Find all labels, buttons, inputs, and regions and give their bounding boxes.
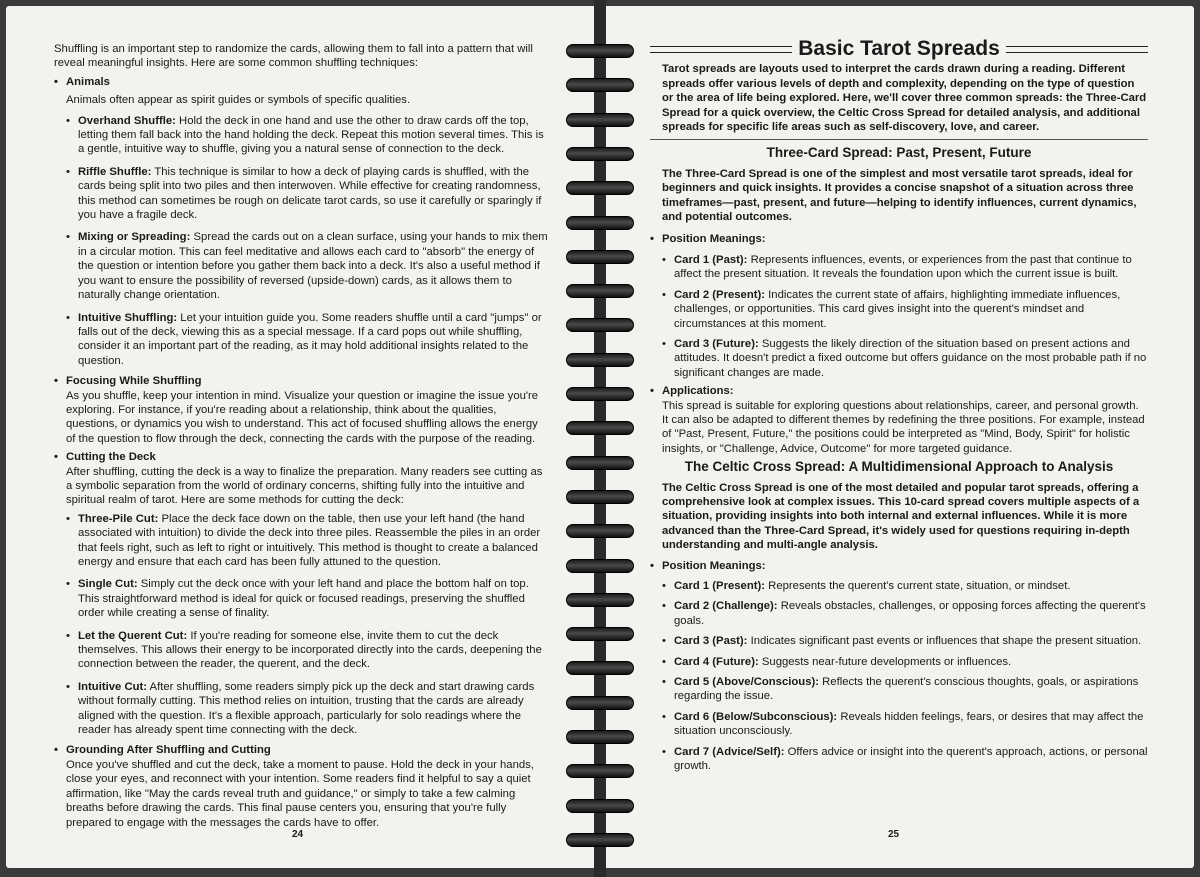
binding-coil — [566, 559, 634, 573]
list-item: • Card 2 (Challenge): Reveals obstacles, challenges, or opposing forces affecting the querent's goals. — [650, 599, 1148, 628]
binding-coil — [566, 78, 634, 92]
right-page-content — [650, 37, 1148, 773]
list-item: • Card 1 (Past): Represents influences, events, or experiences from the past that continue to affect the present situation. It reveals the foundation upon which the current issue is built. — [650, 253, 1148, 282]
binding-coil — [566, 318, 634, 332]
list-item: • Card 3 (Past): Indicates significant past events or influences that shape the present situation. — [650, 634, 1148, 648]
applications-text: This spread is suitable for exploring questions about relationships, career, and personal growth. It can also be adapted to different themes by redefining the three positions. For example, instead of "Past, Present, Future," the positions could be interpreted as "Mind, Body, Spirit" for holistic insights, or "Challenge, Advice, Outcome" for more targeted guidance. — [662, 399, 1145, 455]
list-item: • Mixing or Spreading: Spread the cards out on a clean surface, using your hands to mix them in a circular motion. This can feel meditative and allows each card to "absorb" the energy of the question or intention before you gather them back into a deck. It's also a useful method if you want to ensure the possibility of reversed (upside-down) cards, as it allows them to naturally change orientation. — [54, 230, 548, 302]
list-item: • Riffle Shuffle: This technique is similar to how a deck of playing cards is shuffled, with the cards being split into two piles and then interwoven. While effective for creating randomness, this method can sometimes be rough on delicate tarot cards, so use it carefully or sparingly if you have a fragile deck. — [54, 165, 548, 223]
three-card-intro: The Three-Card Spread is one of the simplest and most versatile tarot spreads, ideal for beginners and quick insights. It provides a concise snapshot of a situation across three timeframes—past, present, and future—helping to identify influences, current dynamics, and potential outcomes. — [662, 167, 1137, 224]
list-item: • Single Cut: Simply cut the deck once with your left hand and place the bottom half on top. This straightforward method is ideal for quick or focused readings, preserving the shuffled order while creating a sense of finality. — [54, 577, 548, 620]
binding-coil — [566, 216, 634, 230]
binding-coil — [566, 181, 634, 195]
binding-coil — [566, 799, 634, 813]
focusing-heading: • Focusing While Shuffling — [54, 374, 548, 388]
binding-coil — [566, 147, 634, 161]
binding-coil — [566, 730, 634, 744]
binding-coil — [566, 421, 634, 435]
binding-coil — [566, 764, 634, 778]
binding-coil — [566, 490, 634, 504]
grounding-text: Once you've shuffled and cut the deck, take a moment to pause. Hold the deck in your hands, close your eyes, and reconnect with your intention. Some readers find it helpful to say a quiet affirmation, like "May the cards reveal truth and guidance," or simply to take a few calming breaths before drawing the cards. This final pause centers you, ensuring that you're fully prepared to engage with the messages the cards have to offer. — [66, 758, 534, 829]
applications-label: • Applications: — [650, 384, 1148, 398]
page-number: 25 — [888, 829, 900, 840]
three-card-positions-label: • Position Meanings: — [650, 232, 1148, 246]
list-item: • Card 5 (Above/Conscious): Reflects the querent's conscious thoughts, goals, or aspirations regarding the issue. — [650, 675, 1148, 704]
page-number: 24 — [292, 829, 304, 840]
spreads-intro: Tarot spreads are layouts used to interpret the cards drawn during a reading. Different spreads offer various levels of depth and complexity, depending on the type of question or the area of life being explored. Here, we'll cover three common spreads: the Three-Card Spread for a quick overview, the Celtic Cross Spread for detailed analysis, and additional spreads for specific life areas such as self-discovery, love, and career. — [662, 63, 1147, 134]
list-item: • Overhand Shuffle: Hold the deck in one hand and use the other to draw cards off the top, letting them fall back into the hand holding the deck. Repeat this motion several times. This is a gentle, intuitive way to shuffle, giving you a natural sense of connection to the deck. — [54, 114, 548, 157]
binding-coil — [566, 284, 634, 298]
grounding-heading: • Grounding After Shuffling and Cutting — [54, 743, 548, 757]
binding-coil — [566, 353, 634, 367]
shuffling-intro: Shuffling is an important step to randomize the cards, allowing them to fall into a pattern that will reveal meaningful insights. Here are some common shuffling techniques: — [54, 43, 533, 70]
celtic-positions-label: • Position Meanings: — [650, 559, 1148, 573]
left-page — [6, 6, 594, 868]
list-item: • Three-Pile Cut: Place the deck face down on the table, then use your left hand (the hand associated with intuition) to divide the deck into three piles. Reassemble the piles in an order that feels right, such as left to right or intuitively. This method is thought to create a balanced energy and ensure that each card has been fully attuned to the question. — [54, 512, 548, 570]
list-item: • Intuitive Cut: After shuffling, some readers simply pick up the deck and start drawing cards without formally cutting. This method relies on intuition, trusting that the cards are already aligned with the question. It's a flexible approach, particularly for solo readings where the reader has already spent time connecting with the deck. — [54, 680, 548, 738]
list-item: • Intuitive Shuffling: Let your intuition guide you. Some readers shuffle until a card "jumps" or falls out of the deck, viewing this as a special message. If a card pops out while shuffling, consider it an important part of the reading, as it may hold additional insights related to the question. — [54, 311, 548, 369]
list-item: • Card 6 (Below/Subconscious): Reveals hidden feelings, fears, or desires that may affect the situation unconsciously. — [650, 710, 1148, 739]
cutting-heading: • Cutting the Deck — [54, 450, 548, 464]
binding-coil — [566, 593, 634, 607]
binding-coil — [566, 456, 634, 470]
animals-heading: • Animals — [54, 75, 548, 89]
binding-coil — [566, 661, 634, 675]
right-page — [606, 6, 1194, 868]
three-card-heading: Three-Card Spread: Past, Present, Future — [766, 145, 1032, 161]
list-item: • Let the Querent Cut: If you're reading for someone else, invite them to cut the deck themselves. This allows their energy to be incorporated directly into the cards, deepening the connection between the reader, the querent, and the deck. — [54, 629, 548, 672]
binding-coil — [566, 44, 634, 58]
list-item: • Card 7 (Advice/Self): Offers advice or insight into the querent's approach, actions, or personal growth. — [650, 745, 1148, 774]
divider — [650, 139, 1148, 140]
left-page-content — [54, 42, 548, 830]
binding-coil — [566, 833, 634, 847]
celtic-intro: The Celtic Cross Spread is one of the most detailed and popular tarot spreads, offering a comprehensive look at complex issues. This 10-card spread covers multiple aspects of a situation, providing insights into both internal and external influences. While it is more advanced than the Three-Card Spread, it's widely used for questions requiring in-depth understanding and multi-angle analysis. — [662, 481, 1140, 552]
celtic-heading: The Celtic Cross Spread: A Multidimensional Approach to Analysis — [684, 459, 1114, 475]
binding-coil — [566, 250, 634, 264]
book-spine — [594, 0, 606, 877]
animals-text: Animals often appear as spirit guides or symbols of specific qualities. — [66, 94, 411, 107]
list-item: • Card 4 (Future): Suggests near-future developments or influences. — [650, 655, 1148, 669]
title-row — [650, 37, 1148, 60]
title-rule-left — [650, 46, 792, 53]
focusing-text: As you shuffle, keep your intention in mind. Visualize your question or imagine the issue you're exploring. For instance, if you're reading about a relationship, think about the qualities, questions, or dynamics you wish to understand. This act of focused shuffling allows the energy of the question to flow through the deck, connecting the cards with the purpose of the reading. — [66, 389, 539, 445]
binding-coil — [566, 524, 634, 538]
page-title: Basic Tarot Spreads — [798, 37, 1000, 60]
list-item: • Card 2 (Present): Indicates the current state of affairs, highlighting immediate influences, challenges, or opportunities. This card gives insight into the querent's mindset and circumstances at this moment. — [650, 288, 1148, 331]
binding-coil — [566, 696, 634, 710]
binding-coil — [566, 627, 634, 641]
binding-coil — [566, 113, 634, 127]
cutting-text: After shuffling, cutting the deck is a way to finalize the preparation. Many readers see cutting as a symbolic separation from the world of ordinary concerns, shifting fully into the intuitive and spiritual realm of tarot. Here are some methods for cutting the deck: — [66, 465, 543, 507]
binding-coil — [566, 387, 634, 401]
list-item: • Card 3 (Future): Suggests the likely direction of the situation based on present actions and attitudes. It doesn't predict a fixed outcome but offers guidance on the most probable path if no significant changes are made. — [650, 337, 1148, 380]
title-rule-right — [1006, 46, 1148, 53]
list-item: • Card 1 (Present): Represents the querent's current state, situation, or mindset. — [650, 579, 1148, 593]
